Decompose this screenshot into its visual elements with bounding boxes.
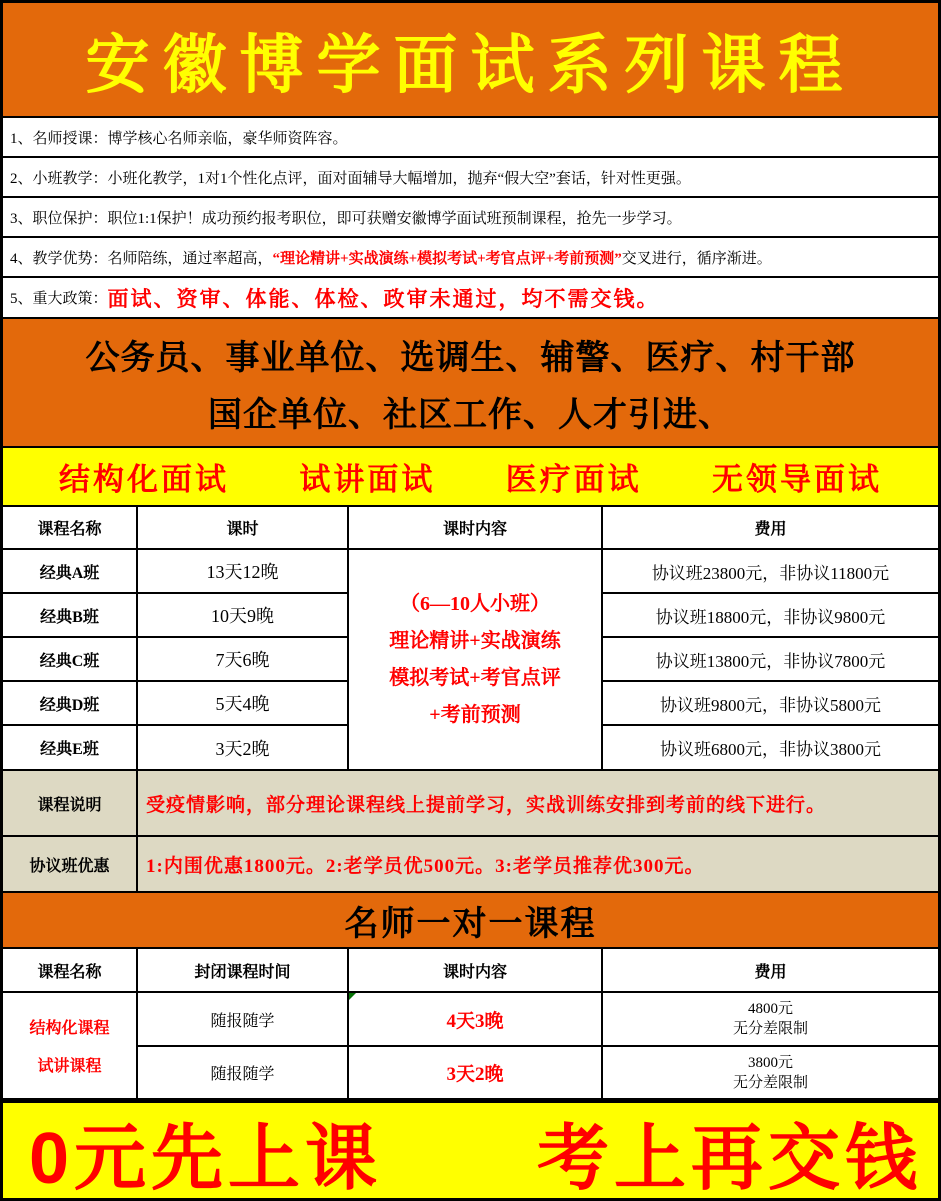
point-label: 1、名师授课： [10,130,108,147]
point-row-5 [3,278,938,319]
note-label: 协议班优惠 [3,837,138,891]
course-duration-cell: 10天9晚 [138,594,349,638]
title-band [3,3,938,118]
course-fee-cell: 协议班9800元，非协议5800元 [603,682,938,726]
column-header: 封闭课程时间 [138,949,349,993]
one-on-one-course-name: 试讲课程 [37,1058,102,1076]
course-name-cell: 经典B班 [3,594,138,638]
interview-types-banner [3,448,938,505]
course-duration-cell: 5天4晚 [138,682,349,726]
note-row-course-description [3,771,938,837]
course-name-cell: 经典C班 [3,638,138,682]
column-header: 课时内容 [349,949,603,993]
point-highlight: 面试、资审、体能、体检、政审未通过，均不需交钱。 [107,286,660,311]
one-on-one-course-name: 结构化课程 [29,1019,110,1037]
content-line: （6—10人小班） [400,592,550,615]
one-on-one-table [3,949,938,1100]
course-fee-cell: 协议班6800元，非协议3800元 [603,726,938,771]
duration-cell [349,993,603,1047]
content-line: +考前预测 [429,703,521,726]
duration-text: 4天3晚 [446,1010,504,1032]
point-highlight: “理论精讲+实战演练+模拟考试+考官点评+考前预测” [272,250,622,267]
point-text: 小班化教学，1对1个性化点评，面对面辅导大幅增加，抛弃“假大空”套话，针对性更强。 [107,170,691,187]
cell-corner-marker [349,993,356,1000]
point-text: 交叉进行，循序渐进。 [621,250,772,267]
column-header: 课时内容 [349,507,603,550]
schedule-cell: 随报随学 [138,1047,349,1100]
footer-slogan [3,1100,938,1200]
note-text: 受疫情影响，部分理论课程线上提前学习，实战训练安排到考前的线下进行。 [146,794,827,816]
point-label: 5、重大政策： [10,291,108,307]
duration-cell [349,1047,603,1100]
interview-type: 试讲面试 [299,462,436,497]
point-row-1 [3,118,938,158]
one-on-one-title: 名师一对一课程 [344,904,597,943]
course-name-cell: 经典D班 [3,682,138,726]
footer-slogan-left: 0元先上课 [29,1118,383,1199]
course-name-cell: 经典A班 [3,550,138,594]
schedule-cell: 随报随学 [138,993,349,1047]
one-on-one-name-cell [3,993,138,1100]
notes-section [3,771,938,893]
column-header: 费用 [603,507,938,550]
course-name-cell: 经典E班 [3,726,138,771]
note-row-discounts [3,837,938,893]
fee-note: 无分差限制 [732,1021,808,1037]
interview-type: 医疗面试 [505,462,642,497]
one-on-one-banner [3,893,938,949]
interview-type: 无领导面试 [711,462,882,497]
audience-banner [3,319,938,448]
fee-note: 无分差限制 [732,1074,808,1091]
point-row-2 [3,158,938,198]
column-header: 课程名称 [3,507,138,550]
course-fee-cell: 协议班23800元，非协议11800元 [603,550,938,594]
point-row-3 [3,198,938,238]
column-header: 课时 [138,507,349,550]
content-line: 模拟考试+考官点评 [389,666,561,689]
point-text: 职位1:1保护！成功预约报考职位，即可获赠安徽博学面试班预制课程，抢先一步学习。 [107,210,682,227]
content-line: 理论精讲+实战演练 [389,629,561,652]
course-fee-cell: 协议班18800元，非协议9800元 [603,594,938,638]
point-text: 名师陪练，通过率超高， [107,250,273,267]
fee-amount: 4800元 [747,1001,793,1017]
note-text: 1:内围优惠1800元。2:老学员优500元。3:老学员推荐优300元。 [146,855,705,877]
duration-text: 3天2晚 [446,1064,504,1085]
point-label: 3、职位保护： [10,210,108,227]
fee-amount: 3800元 [747,1054,793,1071]
audience-line-1: 公务员、事业单位、选调生、辅警、医疗、村干部 [85,338,856,377]
selling-points [3,118,938,319]
column-header: 费用 [603,949,938,993]
point-label: 2、小班教学： [10,170,108,187]
note-label: 课程说明 [3,771,138,835]
audience-line-2: 国企单位、社区工作、人才引进、 [208,395,733,434]
page-title: 安徽博学面试系列课程 [85,29,856,101]
interview-type: 结构化面试 [59,462,229,497]
course-duration-cell: 7天6晚 [138,638,349,682]
footer-slogan-right: 考上再交钱 [536,1118,922,1199]
course-duration-cell: 13天12晚 [138,550,349,594]
course-content-cell [349,550,603,771]
fee-cell [603,993,938,1047]
column-header: 课程名称 [3,949,138,993]
point-row-4 [3,238,938,278]
point-label: 4、教学优势： [10,250,108,267]
fee-cell [603,1047,938,1100]
point-text: 博学核心名师亲临，豪华师资阵容。 [107,130,348,147]
course-table [3,505,938,771]
course-duration-cell: 3天2晚 [138,726,349,771]
course-fee-cell: 协议班13800元，非协议7800元 [603,638,938,682]
